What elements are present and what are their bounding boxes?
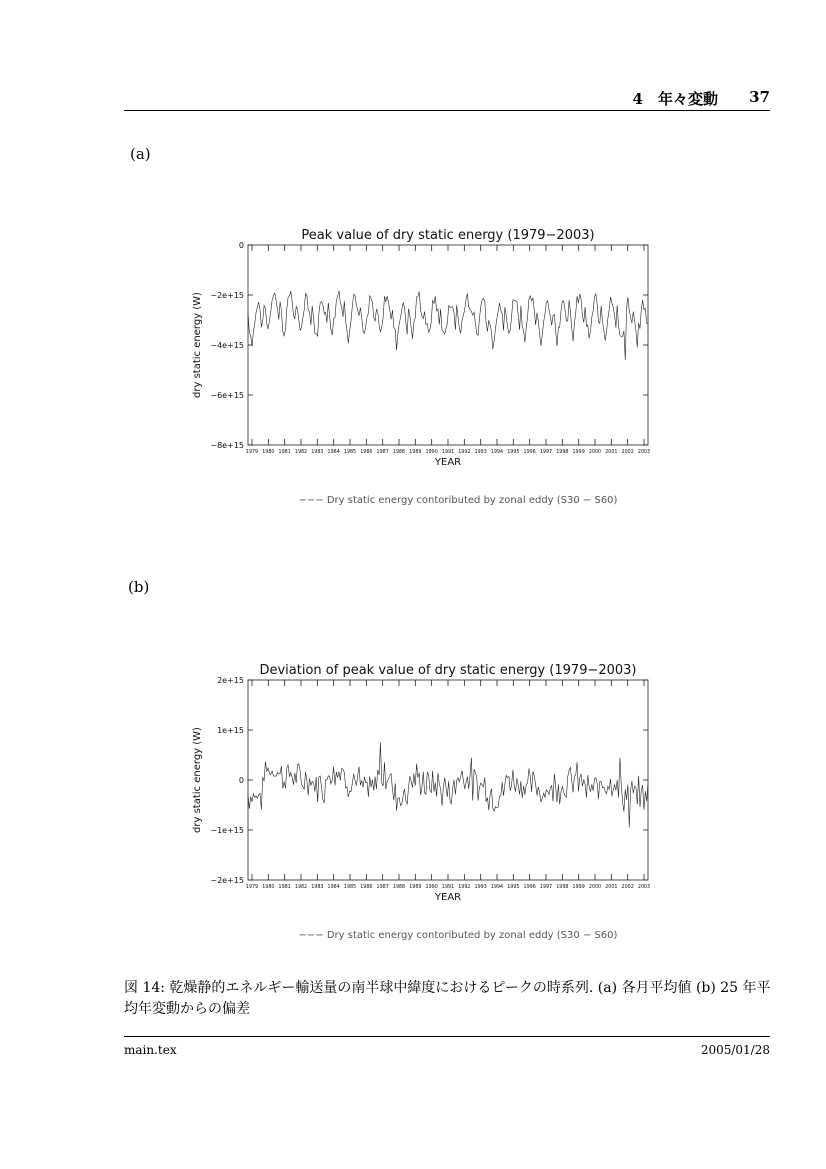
x-tick-label: 2001 [605,450,618,455]
chart-title: Deviation of peak value of dry static energy (1979−2003) [259,663,637,678]
y-tick-label: 2e+15 [217,676,244,685]
x-tick-label: 1985 [343,450,357,455]
x-tick-label: 1982 [294,450,308,455]
chart-a [180,215,660,529]
x-tick-label: 1991 [441,450,455,455]
chart-b-svg [180,650,660,960]
x-tick-label: 1980 [262,450,275,455]
x-tick-label: 1989 [409,450,422,455]
x-tick-label: 1981 [278,450,291,455]
x-tick-label: 1998 [556,885,569,890]
series-line [248,291,648,360]
x-tick-label: 2000 [588,450,602,455]
y-tick-label: 0 [238,241,244,250]
x-tick-label: 1993 [474,885,487,890]
x-tick-label: 1979 [245,885,259,890]
chart-b [180,650,660,964]
x-tick-label: 1996 [523,885,536,890]
x-tick-label: 1997 [539,450,553,455]
panel-a-label: (a) [130,145,151,163]
x-tick-label: 1985 [343,885,357,890]
page-header [124,88,770,111]
x-tick-label: 1993 [474,450,487,455]
x-axis-label: YEAR [434,457,462,468]
y-axis-label: dry static energy (W) [192,292,203,398]
figure-caption: 図 14: 乾燥静的エネルギー輸送量の南半球中緯度におけるピークの時系列. (a) 各月平均値 (b) 25 年平均年変動からの偏差 [124,980,771,1017]
x-tick-label: 1999 [572,885,585,890]
x-tick-label: 1979 [245,450,259,455]
x-tick-label: 1995 [507,450,520,455]
chart-a-svg [180,215,660,525]
panel-b-label: (b) [128,578,150,596]
x-tick-label: 1994 [490,885,504,890]
x-tick-label: 1990 [425,450,438,455]
x-tick-label: 1983 [311,885,324,890]
series-line [248,743,648,828]
x-tick-label: 1991 [441,885,455,890]
x-tick-label: 1987 [376,450,389,455]
x-tick-label: 1998 [556,450,569,455]
y-tick-label: 1e+15 [217,726,244,735]
page-footer [124,1036,770,1057]
y-tick-label: −4e+15 [210,341,244,350]
chart-title: Peak value of dry static energy (1979−2003) [301,228,595,243]
legend-text: −−− Dry static energy contoributed by zonal eddy (S30 − S60) [298,495,618,506]
x-tick-label: 1987 [376,885,389,890]
y-tick-label: 0 [238,776,244,785]
x-tick-label: 1992 [458,450,471,455]
plot-frame [248,680,648,880]
footer-date: 2005/01/28 [700,1043,770,1057]
x-tick-label: 1982 [294,885,308,890]
x-tick-label: 1990 [425,885,438,890]
x-tick-label: 1986 [360,885,373,890]
page-number: 37 [749,88,770,106]
plot-frame [248,245,648,445]
x-tick-label: 1988 [392,885,406,890]
x-tick-label: 1994 [490,450,504,455]
x-tick-label: 2003 [637,885,651,890]
x-tick-label: 1980 [262,885,275,890]
x-tick-label: 1999 [572,450,585,455]
x-tick-label: 1984 [327,885,340,890]
y-tick-label: −2e+15 [210,291,244,300]
x-tick-label: 2002 [621,450,634,455]
x-tick-label: 1997 [539,885,553,890]
x-axis-label: YEAR [434,892,462,903]
x-tick-label: 1983 [311,450,324,455]
x-tick-label: 1984 [327,450,340,455]
x-tick-label: 2000 [588,885,602,890]
x-tick-label: 1995 [507,885,520,890]
footer-filename: main.tex [124,1043,177,1057]
x-tick-label: 1981 [278,885,291,890]
y-tick-label: −6e+15 [210,391,244,400]
y-tick-label: −2e+15 [210,876,244,885]
x-tick-label: 1986 [360,450,373,455]
x-tick-label: 1989 [409,885,422,890]
x-tick-label: 1988 [392,450,406,455]
y-axis-label: dry static energy (W) [192,727,203,833]
x-tick-label: 2003 [637,450,651,455]
x-tick-label: 1996 [523,450,536,455]
legend-text: −−− Dry static energy contoributed by zonal eddy (S30 − S60) [298,930,618,941]
section-title: 4 年々変動 [632,90,718,108]
x-tick-label: 2001 [605,885,618,890]
y-tick-label: −1e+15 [210,826,244,835]
x-tick-label: 2002 [621,885,634,890]
y-tick-label: −8e+15 [210,441,244,450]
x-tick-label: 1992 [458,885,471,890]
